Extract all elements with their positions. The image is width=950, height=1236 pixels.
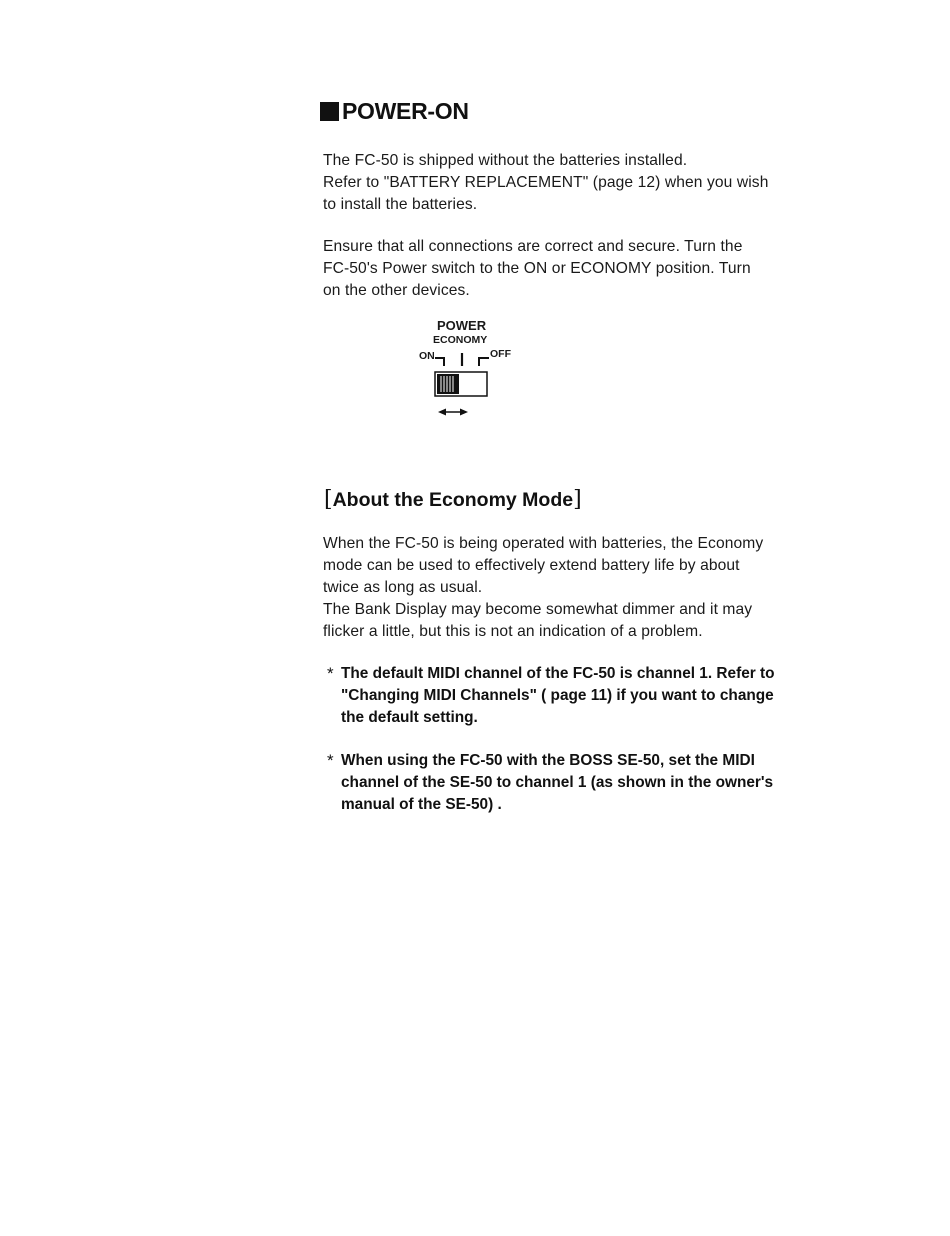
- economy-paragraph: [323, 533, 801, 643]
- asterisk-bullet: *: [327, 751, 334, 770]
- text-line: channel of the SE-50 to channel 1 (as shown in the owner's: [341, 774, 774, 791]
- text-line: manual of the SE-50) .: [341, 796, 502, 813]
- note-body: [341, 750, 802, 816]
- text-line: flicker a little, but this is not an indication of a problem.: [323, 623, 703, 640]
- text-line: twice as long as usual.: [323, 579, 483, 596]
- power-on-paragraph-1: [323, 150, 801, 216]
- power-switch-diagram: [415, 317, 525, 427]
- switch-drawing-icon: [415, 317, 525, 427]
- note-body: [341, 663, 802, 729]
- switch-label-economy: ECONOMY: [433, 334, 488, 346]
- note-midi-channel: [327, 663, 802, 729]
- text-line: FC-50's Power switch to the ON or ECONOMY position. Turn: [323, 260, 751, 277]
- heading-title: POWER-ON: [342, 98, 469, 124]
- economy-title-text: About the Economy Mode: [332, 489, 574, 511]
- text-line: Ensure that all connections are correct and secure. Turn the: [323, 238, 743, 255]
- heading-square-icon: [320, 102, 339, 121]
- power-on-paragraph-2: [323, 236, 801, 302]
- text-line: "Changing MIDI Channels" ( page 11) if you want to change: [341, 687, 774, 704]
- text-line: to install the batteries.: [323, 196, 478, 213]
- bracket-close: ]: [573, 487, 582, 512]
- text-line: the default setting.: [341, 709, 478, 726]
- text-line: When using the FC-50 with the BOSS SE-50, set the MIDI: [341, 752, 755, 769]
- asterisk-bullet: *: [327, 664, 334, 683]
- text-line: The default MIDI channel of the FC-50 is channel 1. Refer to: [341, 665, 775, 682]
- economy-mode-title: [324, 487, 582, 512]
- bracket-open: [: [324, 487, 333, 512]
- text-line: on the other devices.: [323, 282, 470, 299]
- text-line: mode can be used to effectively extend battery life by about: [323, 557, 740, 574]
- text-line: The Bank Display may become somewhat dimmer and it may: [323, 601, 753, 618]
- text-line: When the FC-50 is being operated with batteries, the Economy: [323, 535, 764, 552]
- switch-label-off: OFF: [490, 348, 511, 360]
- note-boss-se-50: [327, 750, 802, 816]
- text-line: Refer to "BATTERY REPLACEMENT" (page 12) when you wish: [323, 174, 769, 191]
- text-line: The FC-50 is shipped without the batteries installed.: [323, 152, 688, 169]
- section-heading-power-on: [320, 98, 469, 125]
- switch-label-on: ON: [419, 350, 435, 362]
- switch-label-power: POWER: [437, 318, 487, 333]
